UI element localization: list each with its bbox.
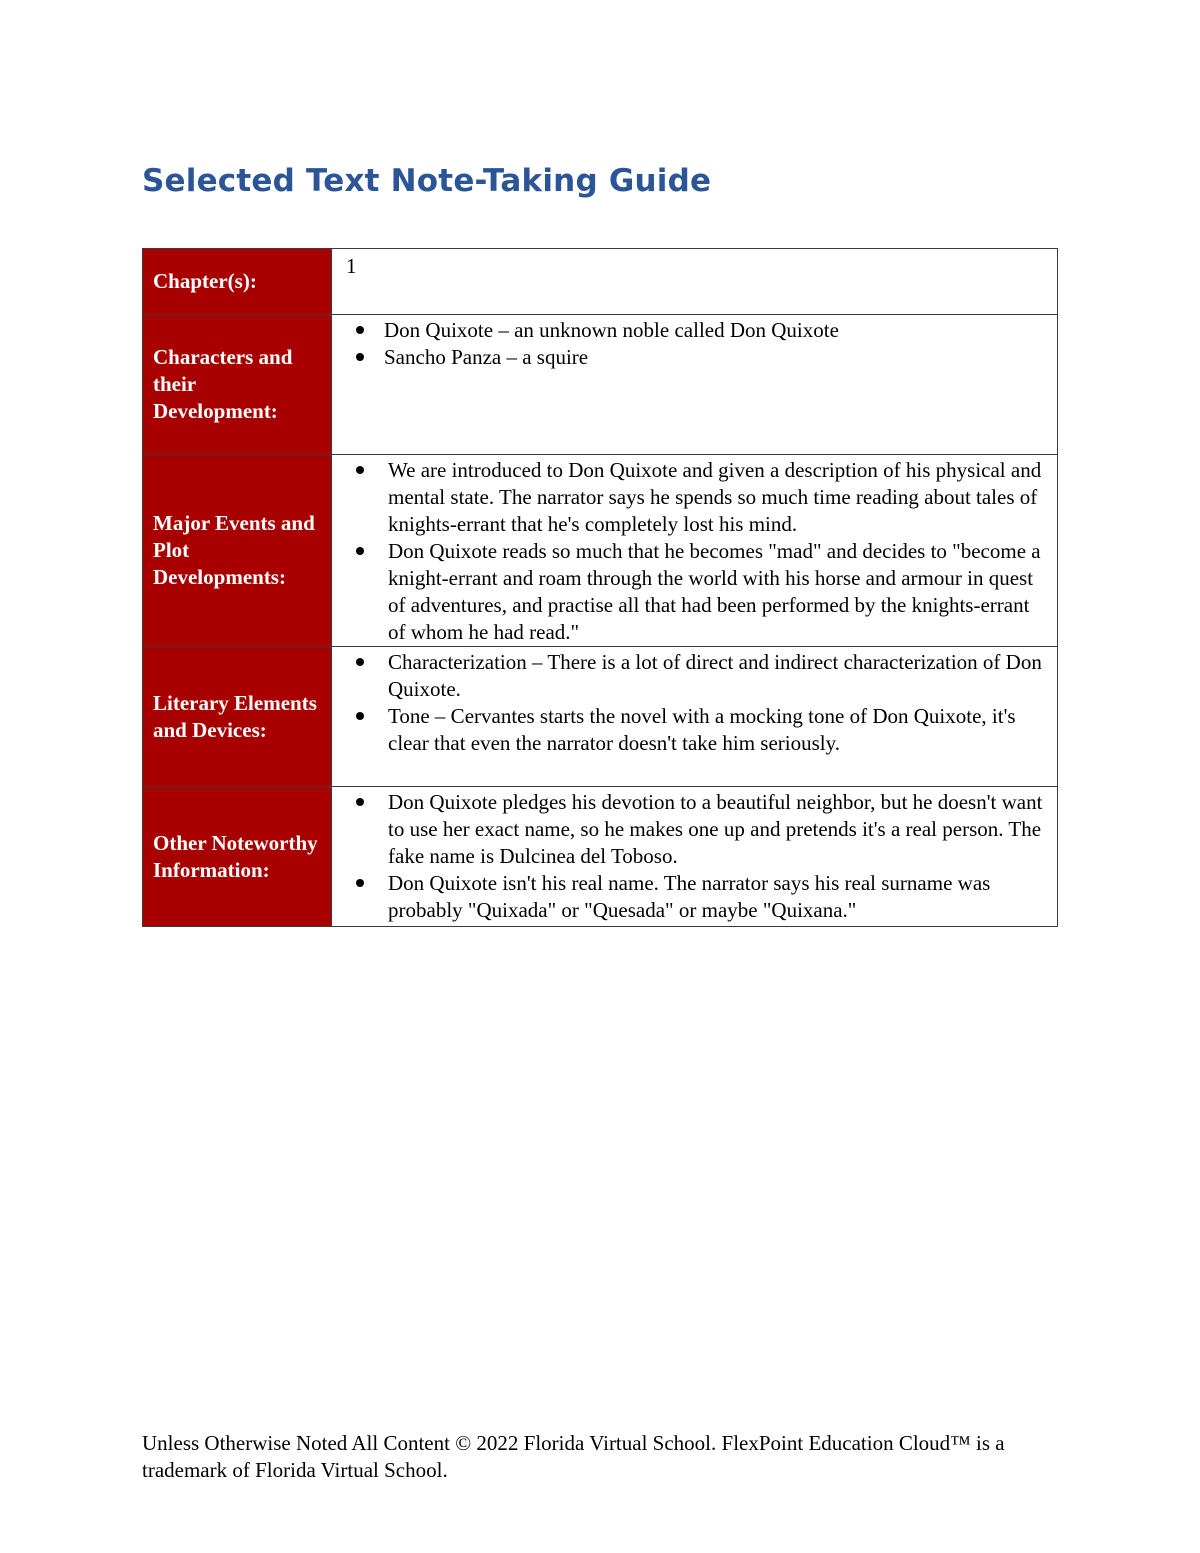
chapters-value: 1 <box>332 249 1058 315</box>
bullet-icon <box>356 547 364 555</box>
other-information-list <box>346 789 1049 924</box>
note-taking-table <box>142 248 1058 927</box>
list-item: We are introduced to Don Quixote and given a description of his physical and mental state. The narrator says he spends so much time reading about tales of knights-errant that he's completely lost his mind. <box>346 457 1049 538</box>
literary-elements-content <box>332 647 1058 787</box>
bullet-icon <box>356 712 364 720</box>
other-information-content <box>332 787 1058 927</box>
characters-label: Characters and their Development: <box>143 315 332 455</box>
major-events-list <box>346 457 1049 646</box>
row-characters <box>143 315 1058 455</box>
characters-content <box>332 315 1058 455</box>
bullet-icon <box>356 353 364 361</box>
bullet-icon <box>356 879 364 887</box>
row-chapters <box>143 249 1058 315</box>
row-literary-elements <box>143 647 1058 787</box>
major-events-content <box>332 455 1058 647</box>
row-major-events <box>143 455 1058 647</box>
chapters-label: Chapter(s): <box>143 249 332 315</box>
list-item: Don Quixote pledges his devotion to a beautiful neighbor, but he doesn't want to use her exact name, so he makes one up and pretends it's a real person. The fake name is Dulcinea del Toboso. <box>346 789 1049 870</box>
other-information-label: Other Noteworthy Information: <box>143 787 332 927</box>
characters-list <box>346 317 1049 371</box>
row-other-information <box>143 787 1058 927</box>
list-item: Don Quixote – an unknown noble called Don Quixote <box>346 317 1049 344</box>
bullet-icon <box>356 658 364 666</box>
list-item: Don Quixote isn't his real name. The narrator says his real surname was probably "Quixada" or "Quesada" or maybe "Quixana." <box>346 870 1049 924</box>
major-events-label: Major Events and Plot Developments: <box>143 455 332 647</box>
list-item: Characterization – There is a lot of direct and indirect characterization of Don Quixote. <box>346 649 1049 703</box>
literary-elements-list <box>346 649 1049 757</box>
list-item: Don Quixote reads so much that he becomes "mad" and decides to "become a knight-errant and roam through the world with his horse and armour in quest of adventures, and practise all that had been performed by the knights-errant of whom he had read." <box>346 538 1049 646</box>
page-title: Selected Text Note-Taking Guide <box>142 163 712 199</box>
literary-elements-label: Literary Elements and Devices: <box>143 647 332 787</box>
list-item: Tone – Cervantes starts the novel with a mocking tone of Don Quixote, it's clear that even the narrator doesn't take him seriously. <box>346 703 1049 757</box>
list-item: Sancho Panza – a squire <box>346 344 1049 371</box>
copyright-footer: Unless Otherwise Noted All Content © 2022 Florida Virtual School. FlexPoint Education Cloud™ is a trademark of Florida Virtual School. <box>142 1431 1005 1482</box>
bullet-icon <box>356 798 364 806</box>
bullet-icon <box>356 326 364 334</box>
bullet-icon <box>356 466 364 474</box>
